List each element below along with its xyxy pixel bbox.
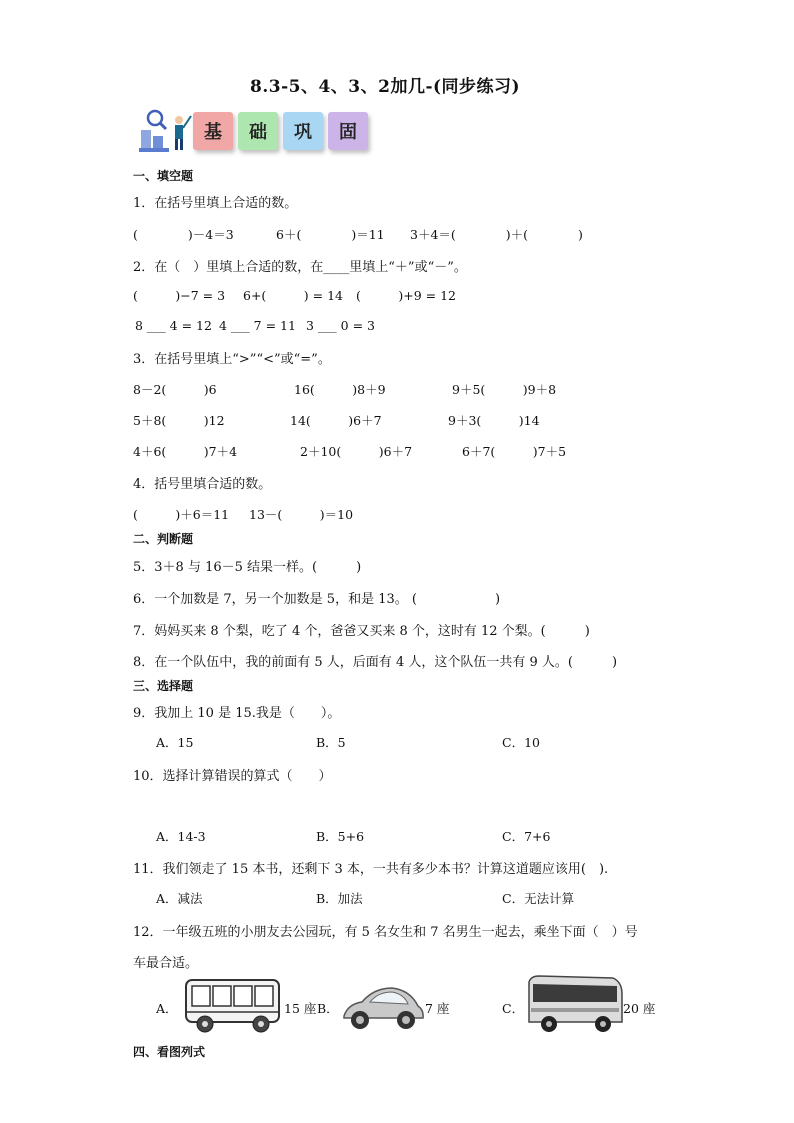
q11-option-b: B．加法 [316, 891, 363, 906]
question-8: 8．在一个队伍中，我的前面有 5 人，后面有 4 人，这个队伍一共有 9 人。( ) [133, 655, 618, 670]
q3-r1-c1: 8－2( )6 [133, 382, 217, 397]
q12-option-b-label: B． [317, 1001, 339, 1016]
question-7: 7．妈妈买来 8 个梨，吃了 4 个，爸爸又买来 8 个，这时有 12 个梨。( ) [133, 624, 590, 639]
q11-option-c: C．无法计算 [502, 891, 575, 906]
q9-option-c: C．10 [502, 735, 540, 750]
section-heading-choice: 三、选择题 [133, 679, 194, 693]
q9-option-b: B．5 [316, 735, 346, 750]
page-title: 8.3-5、4、3、2加几-(同步练习) [250, 77, 521, 97]
q3-r3-c2: 2＋10( )6＋7 [300, 444, 413, 459]
q1-item-2: 6＋( )＝11 [276, 227, 385, 242]
question-11: 11．我们领走了 15 本书，还剩下 3 本，一共有多少本书？计算这道题应该用( ). [133, 862, 609, 877]
q10-option-a: A．14-3 [156, 829, 206, 844]
bus-icon [183, 976, 283, 1034]
q3-r2-c2: 14( )6＋7 [290, 413, 382, 428]
question-3: 3．在括号里填上“>”“<”或“=”。 [133, 352, 331, 367]
q2-row2-item-1: 8 ___ 4 = 12 [135, 318, 212, 333]
question-10: 10．选择计算错误的算式（ ） [133, 769, 332, 784]
q12-option-a-seats: 15 座 [284, 1001, 317, 1016]
q12-option-c-label: C． [502, 1001, 525, 1016]
coach-icon [525, 972, 625, 1036]
banner-tile-1: 基 [193, 112, 233, 150]
study-figure-icon [135, 108, 195, 154]
question-4: 4．括号里填合适的数。 [133, 477, 272, 492]
q4-item-1: ( )＋6＝11 [133, 507, 230, 522]
q3-r3-c3: 6＋7( )7＋5 [462, 444, 567, 459]
section-heading-true-false: 二、判断题 [133, 532, 194, 546]
q12-option-b-seats: 7 座 [425, 1001, 450, 1016]
section-heading-picture: 四、看图列式 [133, 1045, 206, 1059]
question-12-line-1: 12．一年级五班的小朋友去公园玩，有 5 名女生和 7 名男生一起去，乘坐下面（ ）号 [133, 925, 638, 940]
q2-row1-item-2: 6+( ) = 14 [243, 288, 344, 303]
question-9: 9．我加上 10 是 15.我是（ ）。 [133, 706, 341, 721]
q10-option-b: B．5+6 [316, 829, 365, 844]
question-5: 5．3＋8 与 16－5 结果一样。( ) [133, 560, 362, 575]
q2-row2-item-2: 4 ___ 7 = 11 [219, 318, 296, 333]
q2-row1-item-3: ( )+9 = 12 [356, 288, 457, 303]
banner-tile-3: 巩 [283, 112, 323, 150]
question-12-line-2: 车最合适。 [133, 956, 199, 971]
q3-r2-c3: 9＋3( )14 [448, 413, 540, 428]
car-icon [340, 982, 426, 1032]
banner-tile-2: 础 [238, 112, 278, 150]
q3-r1-c2: 16( )8＋9 [294, 382, 386, 397]
q12-option-c-seats: 20 座 [623, 1001, 656, 1016]
q11-option-a: A．减法 [156, 891, 203, 906]
banner-tile-4: 固 [328, 112, 368, 150]
q3-r3-c1: 4＋6( )7＋4 [133, 444, 238, 459]
q10-option-c: C．7+6 [502, 829, 551, 844]
q1-item-1: ( )－4＝3 [133, 227, 234, 242]
q12-option-a-label: A． [156, 1001, 178, 1016]
question-2: 2．在（ ）里填上合适的数，在____里填上“＋”或“－”。 [133, 260, 467, 275]
q2-row2-item-3: 3 ___ 0 = 3 [306, 318, 375, 333]
q3-r2-c1: 5＋8( )12 [133, 413, 225, 428]
question-6: 6．一个加数是 7，另一个加数是 5，和是 13。 ( ) [133, 592, 501, 607]
section-heading-fill-in: 一、填空题 [133, 169, 194, 183]
question-1: 1．在括号里填上合适的数。 [133, 196, 298, 211]
q1-item-3: 3＋4＝( )＋( ) [410, 227, 583, 242]
q9-option-a: A．15 [156, 735, 194, 750]
q2-row1-item-1: ( )−7 = 3 [133, 288, 226, 303]
q4-item-2: 13－( )＝10 [249, 507, 354, 522]
q3-r1-c3: 9＋5( )9＋8 [452, 382, 557, 397]
